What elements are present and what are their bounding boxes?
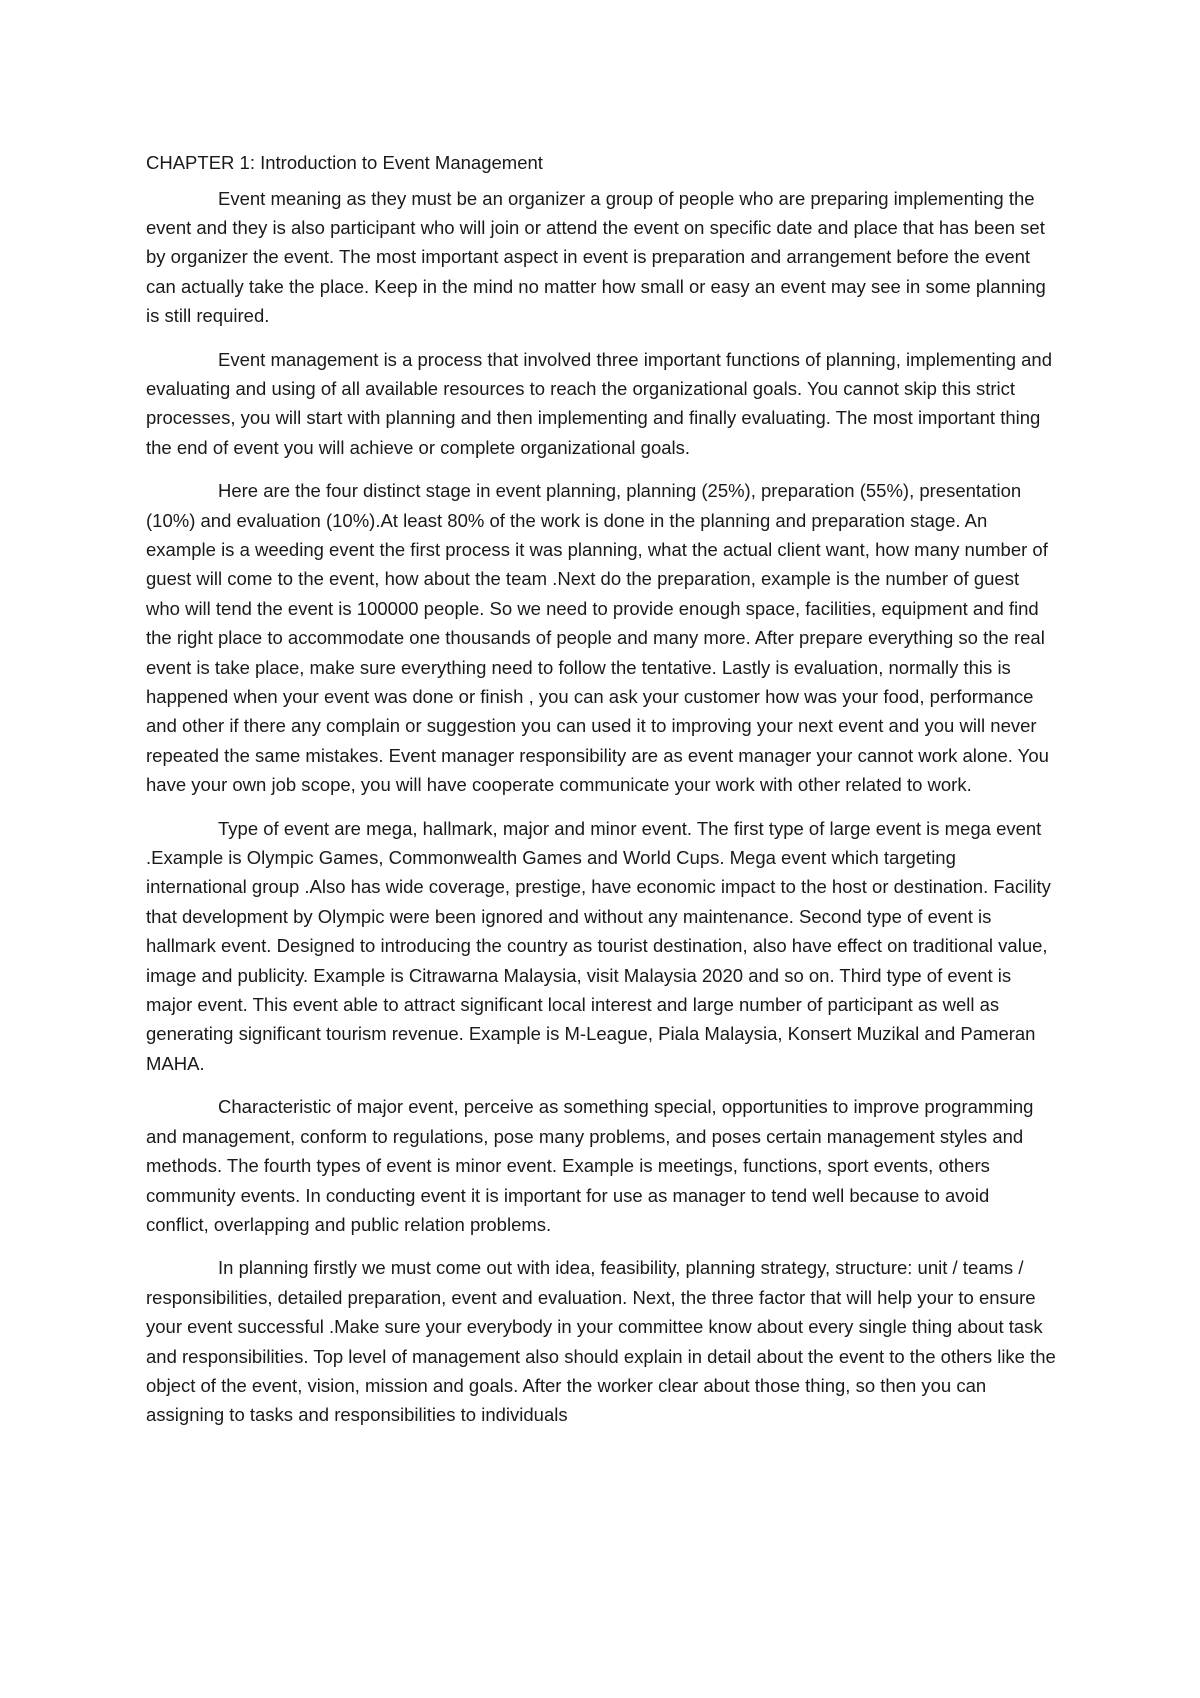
- chapter-title: CHAPTER 1: Introduction to Event Management: [146, 152, 543, 173]
- paragraph-event-meaning: Event meaning as they must be an organizer a group of people who are preparing implementing the event and they is also participant who will join or attend the event on specific date and place that has been set by organizer the event. The most important aspect in event is preparation and arrangement before the event can actually take the place. Keep in the mind no matter how small or easy an event may see in some planning is still required.: [146, 187, 1046, 327]
- paragraph-planning: In planning firstly we must come out with idea, feasibility, planning strategy, structure: unit / teams / responsibilities, detailed preparation, event and evaluation. Next, the three factor that will help your to ensure your event successful .Make sure your everybody in your committee know about every single thing about task and responsibilities. Top level of management also should explain in detail about the event to the others like the object of the event, vision, mission and goals. After the worker clear about those thing, so then you can assigning to tasks and responsibilities to individuals: [146, 1257, 1056, 1426]
- paragraph-major-event-characteristics: Characteristic of major event, perceive as something special, opportunities to improve programming and management, conform to regulations, pose many problems, and poses certain management styles and methods. The fourth types of event is minor event. Example is meetings, functions, sport events, others community events. In conducting event it is important for use as manager to tend well because to avoid conflict, overlapping and public relation problems.: [146, 1096, 1034, 1235]
- document-page: [146, 148, 1056, 1444]
- paragraph-types-of-event: Type of event are mega, hallmark, major and minor event. The first type of large event is mega event .Example is Olympic Games, Commonwealth Games and World Cups. Mega event which targeting international group .Also has wide coverage, prestige, have economic impact to the host or destination. Facility that development by Olympic were been ignored and without any maintenance. Second type of event is hallmark event. Designed to introducing the country as tourist destination, also have effect on traditional value, image and publicity. Example is Citrawarna Malaysia, visit Malaysia 2020 and so on. Third type of event is major event. This event able to attract significant local interest and large number of participant as well as generating significant tourism revenue. Example is M-League, Piala Malaysia, Konsert Muzikal and Pameran MAHA.: [146, 817, 1051, 1074]
- paragraph-event-management: Event management is a process that involved three important functions of planning, implementing and evaluating and using of all available resources to reach the organizational goals. You cannot skip this strict processes, you will start with planning and then implementing and finally evaluating. The most important thing the end of event you will achieve or complete organizational goals.: [146, 348, 1053, 458]
- paragraph-four-stages: Here are the four distinct stage in event planning, planning (25%), preparation (55%), presentation (10%) and evaluation (10%).At least 80% of the work is done in the planning and preparation stage. An example is a weeding event the first process it was planning, what the actual client want, how many number of guest will come to the event, how about the team .Next do the preparation, example is the number of guest who will tend the event is 100000 people. So we need to provide enough space, facilities, equipment and find the right place to accommodate one thousands of people and many more. After prepare everything so the real event is take place, make sure everything need to follow the tentative. Lastly is evaluation, normally this is happened when your event was done or finish , you can ask your customer how was your food, performance and other if there any complain or suggestion you can used it to improving your next event and you will never repeated the same mistakes. Event manager responsibility are as event manager your cannot work alone. You have your own job scope, you will have cooperate communicate your work with other related to work.: [146, 480, 1049, 796]
